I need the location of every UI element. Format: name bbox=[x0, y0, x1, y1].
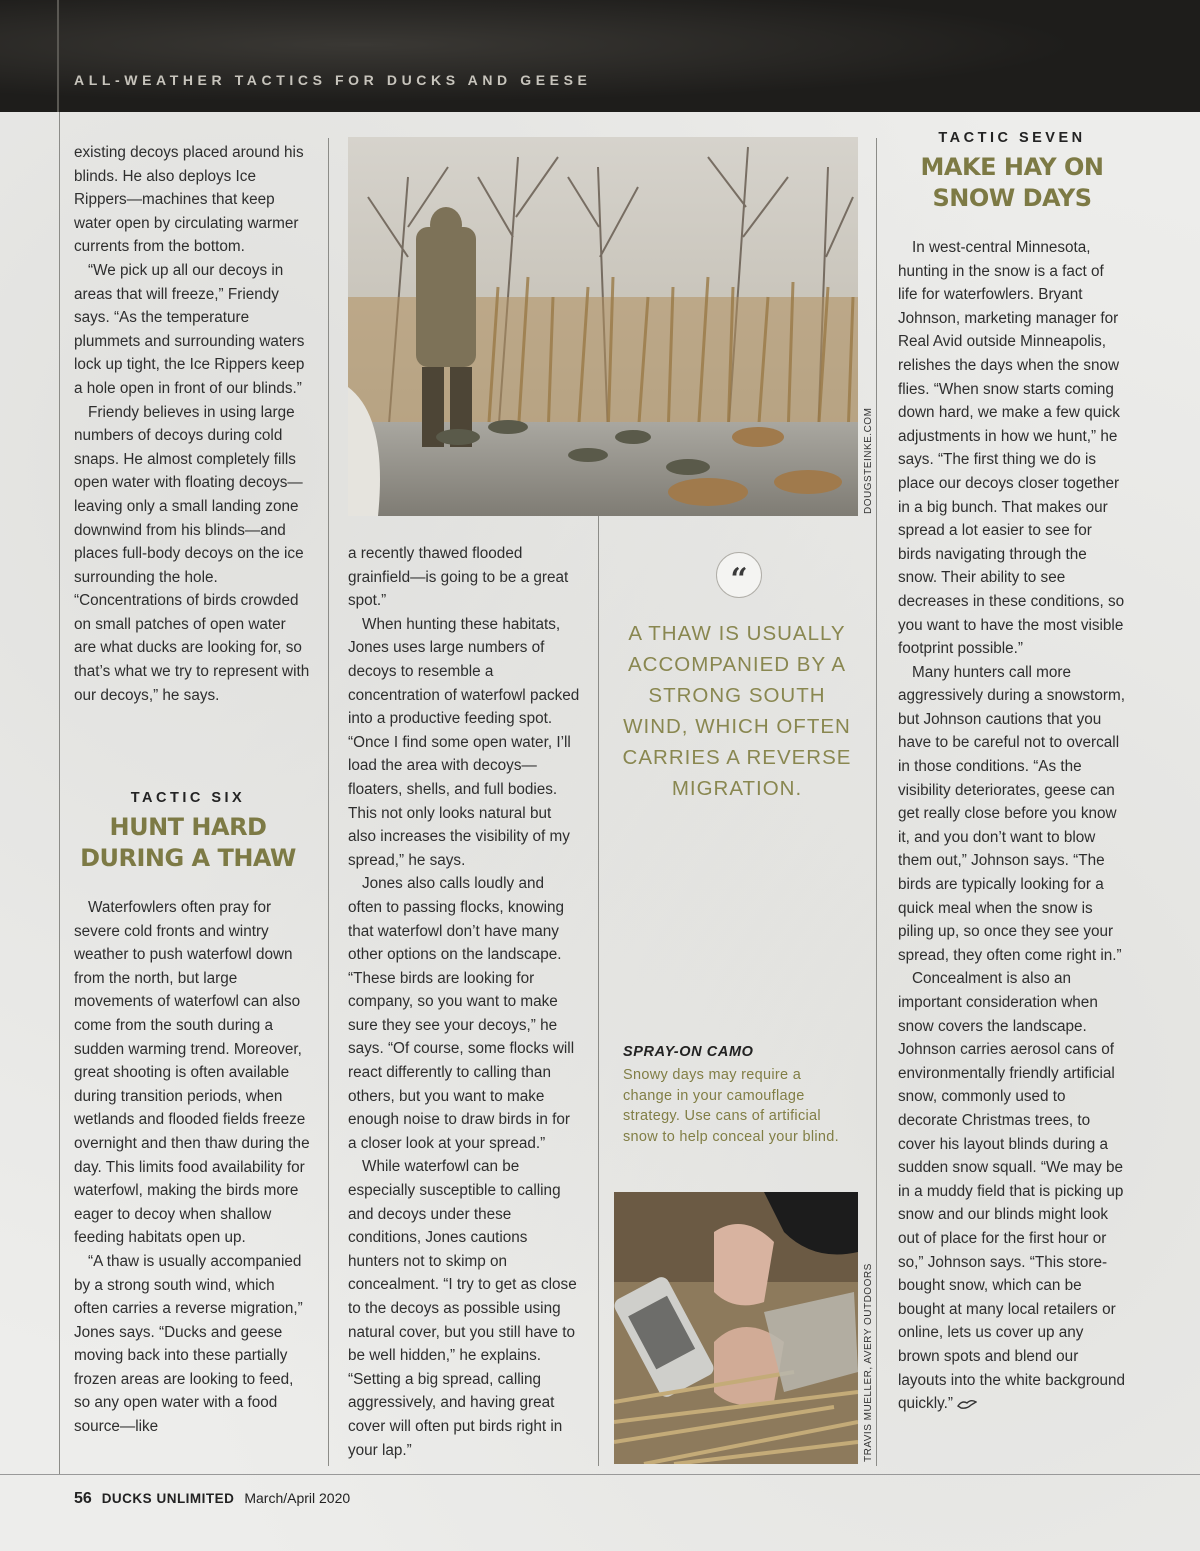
column-rule-left bbox=[59, 112, 60, 1474]
paragraph: “A thaw is usually accompanied by a strong south wind, which often carries a reverse migration,” Jones says. “Ducks and geese moving back into these partially frozen areas are looking to feed, so any open water with a food source—like bbox=[74, 1252, 303, 1436]
quote-mark-icon: “ bbox=[716, 552, 762, 598]
photo-credit: DOUGSTEINKE.COM bbox=[863, 407, 874, 514]
hunter-decoys-image bbox=[348, 137, 858, 516]
paragraph: Jones also calls loudly and often to passing flocks, knowing that waterfowl don’t have many other options on the landscape. “These birds are looking for company, so you want to make sure they see your decoys,” he says. “Of course, some flocks will react differently to calling than others, but you want to make enough noise to draw birds in for a closer look at your spread.” bbox=[348, 875, 575, 1152]
issue-date: March/April 2020 bbox=[244, 1490, 351, 1506]
footer-rule bbox=[0, 1474, 1200, 1475]
paragraph: “We pick up all our decoys in areas that will freeze,” Friendy says. “As the temperature plummets and surrounding waters lock up tight, the Ice Rippers keep a hole open in front of our blinds.” bbox=[74, 261, 305, 397]
paragraph: While waterfowl can be especially susceptible to calling and decoys under these conditions, Jones cautions hunters not to skimp on concealment. “I try to get as close to the decoys as possible using natural cover, but you still have to be well hidden,” he explains. “Setting a big spread, calling aggressively, and having great cover will often put birds right in your lap.” bbox=[348, 1158, 577, 1459]
tactic-six-heading bbox=[74, 790, 302, 874]
header-band bbox=[0, 0, 1200, 112]
duck-end-mark-icon bbox=[957, 1398, 977, 1410]
column-2 bbox=[348, 542, 582, 1462]
paragraph bbox=[898, 967, 1126, 1415]
tactic-label: TACTIC SIX bbox=[130, 790, 246, 806]
tactic-seven-heading bbox=[898, 130, 1126, 214]
column-4 bbox=[898, 236, 1126, 1416]
paragraph-text: Concealment is also an important consideration when snow covers the landscape. Johnson carries aerosol cans of environmentally friendly artificial snow, commonly used to decorate Christmas trees, to cover his layout blinds during a sudden snow squall. “We may be in a muddy field that is picking up snow and our blinds might look out of place for the first hour or so,” Johnson says. “This store-bought snow, which can be bought at many local retailers or online, lets us cover up any brown spots and blend our layouts into the white background quickly.” bbox=[898, 970, 1126, 1413]
paragraph: a recently thawed flooded grainfield—is going to be a great spot.” bbox=[348, 545, 569, 610]
spray-can-image bbox=[614, 1192, 858, 1464]
spray-can-photo bbox=[614, 1192, 858, 1464]
column-rule-1 bbox=[328, 138, 329, 1466]
tactic-title: MAKE HAY ON SNOW DAYS bbox=[920, 153, 1104, 212]
section-kicker: ALL-WEATHER TACTICS FOR DUCKS AND GEESE bbox=[74, 72, 592, 88]
caption-body: Snowy days may require a change in your camouflage strategy. Use cans of artificial snow to help conceal your blind. bbox=[623, 1067, 839, 1146]
caption-title: SPRAY-ON CAMO bbox=[623, 1044, 754, 1060]
hunter-decoys-photo bbox=[348, 137, 858, 516]
footer bbox=[74, 1490, 350, 1508]
column-rule-2 bbox=[598, 516, 599, 1466]
photo-credit: TRAVIS MUELLER, AVERY OUTDOORS bbox=[863, 1263, 874, 1462]
column-1 bbox=[74, 141, 310, 707]
column-1-continued bbox=[74, 896, 310, 1439]
paragraph: Friendy believes in using large numbers of decoys during cold snaps. He almost completely fills open water with floating decoys—leaving only a small landing zone downwind from his blinds—and places full-body decoys on the ice surrounding the hole. “Concentrations of birds crowded on small patches of open water are what ducks are looking for, so that’s what we try to represent with our decoys,” he says. bbox=[74, 403, 310, 704]
tactic-label: TACTIC SEVEN bbox=[938, 130, 1086, 146]
paragraph: In west-central Minnesota, hunting in the snow is a fact of life for waterfowlers. Bryant Johnson, marketing manager for Real Avid outside Minneapolis, relishes the days when the snow flies. “When snow starts coming down hard, we make a few quick adjustments in how we hunt,” he says. “The first thing we do is place our decoys closer together in a big bunch. That makes our spread a lot easier to see for birds navigating through the snow. Their ability to see decreases in these conditions, so you want to have the most visible footprint possible.” bbox=[898, 239, 1125, 658]
paragraph: existing decoys placed around his blinds. He also deploys Ice Rippers—machines that keep water open by circulating warmer currents from the bottom. bbox=[74, 144, 304, 256]
header-rule bbox=[57, 0, 59, 112]
pull-quote: A THAW IS USUALLY ACCOMPANIED BY A STRONG SOUTH WIND, WHICH OFTEN CARRIES A REVERSE MIGRATION. bbox=[622, 622, 852, 800]
page-number: 56 bbox=[74, 1490, 92, 1507]
paragraph: Waterfowlers often pray for severe cold fronts and wintry weather to push waterfowl down from the north, but large movements of waterfowl can also come from the south during a sudden warming trend. Moreover, great shooting is often available during transition periods, when wetlands and flooded fields freeze overnight and then thaw during the day. This limits food availability for waterfowl, making the birds more eager to decoy when shallow feeding habitats open up. bbox=[74, 899, 310, 1247]
magazine-name: DUCKS UNLIMITED bbox=[101, 1491, 235, 1506]
tactic-title: HUNT HARD DURING A THAW bbox=[80, 813, 296, 872]
paragraph: Many hunters call more aggressively during a snowstorm, but Johnson cautions that you have to be careful not to overcall in those conditions. “As the visibility deteriorates, geese can get really close before you know it, and you don’t want to blow them out,” Johnson says. “The birds are typically looking for a quick meal when the snow is piling up, so once they see your spread, they often come right in.” bbox=[898, 663, 1126, 964]
paragraph: When hunting these habitats, Jones uses large numbers of decoys to resemble a concentration of waterfowl packed into a productive feeding spot. “Once I find some open water, I’ll load the area with decoys—floaters, shells, and full bodies. This not only looks natural but also increases the visibility of my spread,” he says. bbox=[348, 615, 580, 869]
column-rule-3 bbox=[876, 138, 877, 1466]
